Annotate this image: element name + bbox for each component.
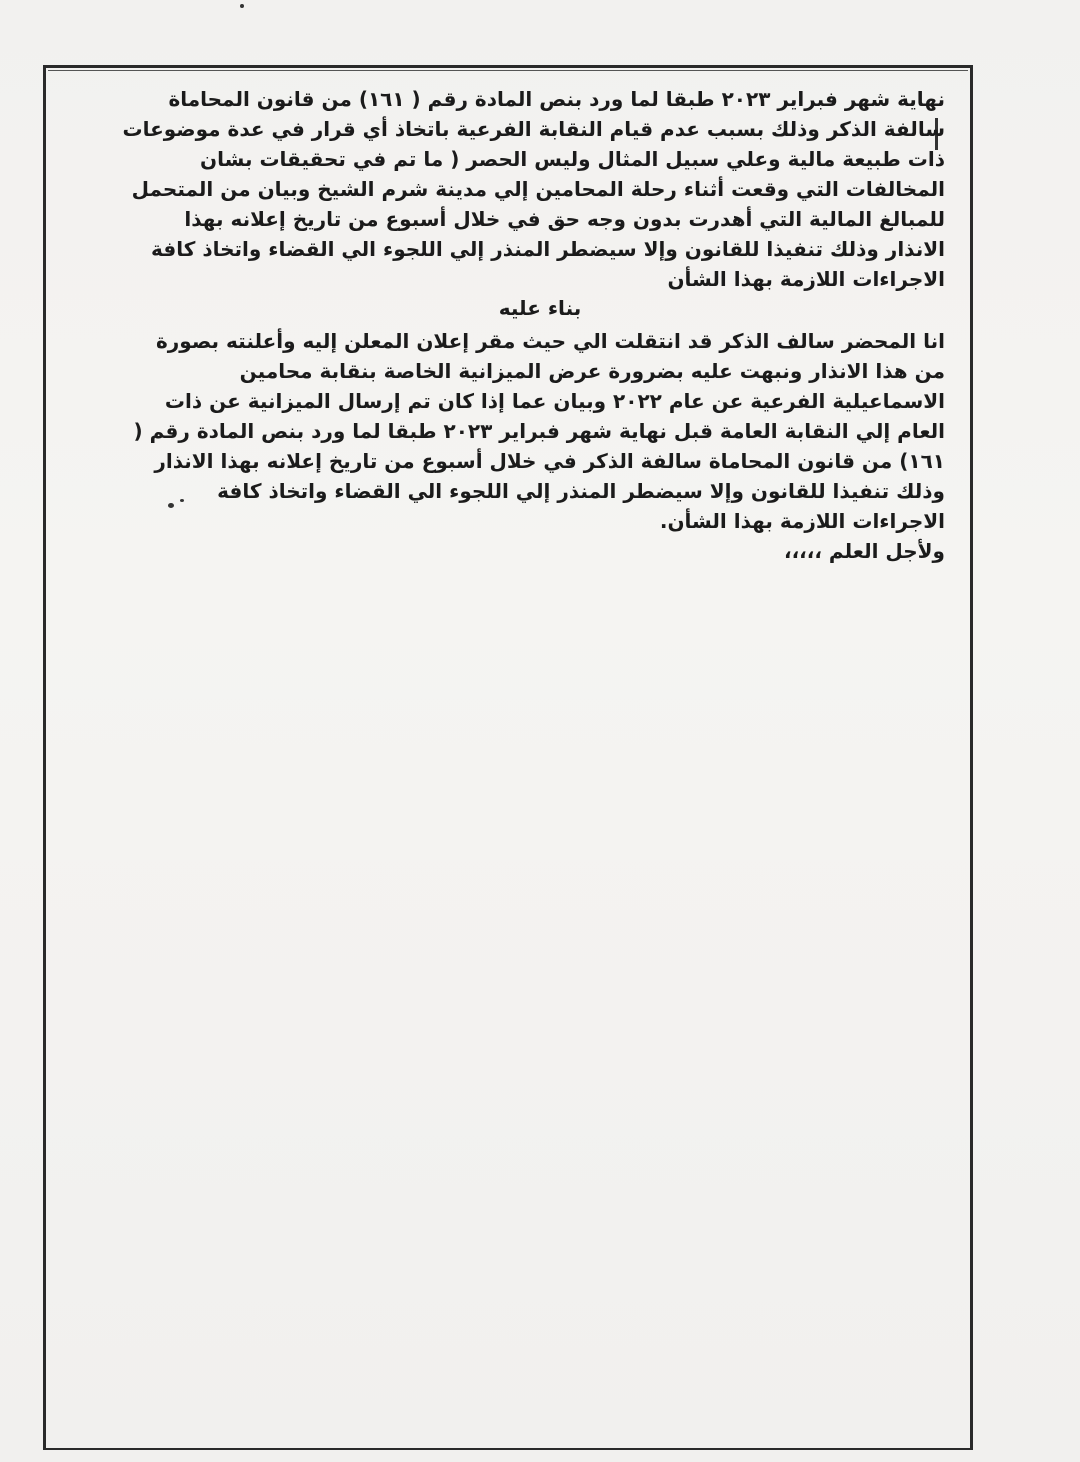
section-heading: بناء عليه	[498, 296, 582, 320]
text-line: العام إلي النقابة العامة قبل نهاية شهر فبراير ٢٠٢٣ طبقا لما ورد بنص المادة رقم (	[133, 419, 945, 443]
body-paragraph-1	[122, 84, 945, 294]
text-line: ذات طبيعة مالية وعلي سبيل المثال وليس الحصر ( ما تم في تحقيقات بشان	[200, 147, 945, 171]
scan-speck	[240, 4, 244, 8]
text-line: للمبالغ المالية التي أهدرت بدون وجه حق في خلال أسبوع من تاريخ إعلانه بهذا	[184, 207, 945, 231]
top-rule	[48, 70, 968, 71]
text-line: سالفة الذكر وذلك بسبب عدم قيام النقابة الفرعية باتخاذ أي قرار في عدة موضوعات	[122, 117, 945, 141]
closing-line: ولأجل العلم ،،،،،	[783, 539, 945, 563]
text-line: انا المحضر سالف الذكر قد انتقلت الي حيث مقر إعلان المعلن إليه وأعلنته بصورة	[155, 329, 945, 353]
text-line: وذلك تنفيذا للقانون وإلا سيضطر المنذر إلي اللجوء الي القضاء واتخاذ كافة	[217, 479, 945, 503]
scan-speck	[168, 503, 174, 508]
body-paragraph-2	[133, 326, 945, 566]
scan-speck	[180, 499, 184, 502]
text-line: المخالفات التي وقعت أثناء رحلة المحامين إلي مدينة شرم الشيخ وبيان من المتحمل	[131, 177, 945, 201]
text-line: الاسماعيلية الفرعية عن عام ٢٠٢٢ وبيان عما إذا كان تم إرسال الميزانية عن ذات	[164, 389, 945, 413]
text-line: ١٦١) من قانون المحاماة سالفة الذكر في خلال أسبوع من تاريخ إعلانه بهذا الانذار	[154, 449, 945, 473]
text-line: الاجراءات اللازمة بهذا الشأن.	[659, 509, 945, 533]
text-line: نهاية شهر فبراير ٢٠٢٣ طبقا لما ورد بنص المادة رقم ( ١٦١) من قانون المحاماة	[168, 87, 945, 111]
text-line: الاجراءات اللازمة بهذا الشأن	[667, 267, 945, 291]
text-line: من هذا الانذار ونبهت عليه بضرورة عرض الميزانية الخاصة بنقابة محامين	[239, 359, 945, 383]
text-line: الانذار وذلك تنفيذا للقانون وإلا سيضطر المنذر إلي اللجوء الي القضاء واتخاذ كافة	[150, 237, 945, 261]
